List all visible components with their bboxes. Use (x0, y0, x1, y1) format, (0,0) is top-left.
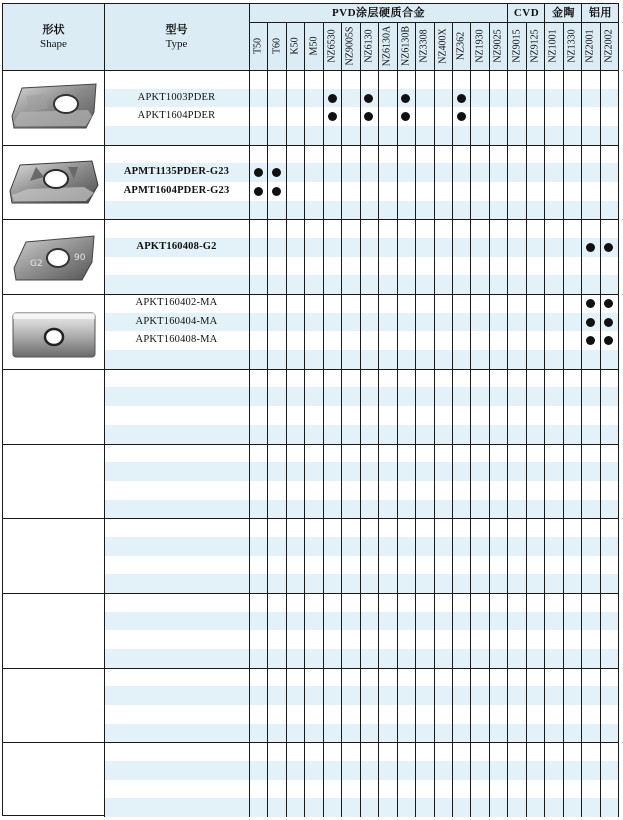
grade-label: NZ9015 (511, 29, 523, 63)
grade-header-t50 (249, 22, 267, 70)
row-stripe (104, 425, 618, 444)
grade-label: T60 (271, 37, 283, 55)
grade-header-nz1930 (470, 22, 488, 70)
col-divider (286, 22, 287, 817)
availability-dot (604, 336, 613, 345)
availability-dot (457, 112, 466, 121)
grade-header-nz1330 (563, 22, 581, 70)
grade-header-nz9015 (507, 22, 525, 70)
availability-dot (254, 187, 263, 196)
section-divider (3, 145, 618, 146)
model-cell: APKT160402-MA (135, 297, 218, 309)
grade-label: NZ3308 (418, 29, 430, 63)
availability-dot (586, 318, 595, 327)
model-cell: APKT160404-MA (135, 315, 218, 327)
section-divider (3, 444, 618, 445)
shape-header-en: Shape (40, 38, 67, 50)
grade-header-nz362 (452, 22, 470, 70)
type-header (104, 23, 249, 51)
grade-label: NZ9025 (492, 29, 504, 63)
type-header-en: Type (165, 38, 188, 50)
grade-header-nz9025 (489, 22, 507, 70)
availability-dot (328, 112, 337, 121)
grade-label: NZ2001 (584, 29, 596, 63)
grade-header-m50 (304, 22, 322, 70)
col-divider (489, 22, 490, 817)
grade-label: NZ1930 (474, 29, 486, 63)
col-divider (600, 22, 601, 817)
availability-dot (364, 94, 373, 103)
row-stripe (104, 574, 618, 593)
apkt-pder-insert-image (8, 82, 100, 132)
availability-dot (457, 94, 466, 103)
section-divider (3, 294, 618, 295)
svg-text:90: 90 (74, 253, 86, 263)
group-aluminum: 铝用 (589, 7, 612, 19)
row-stripe (104, 275, 618, 294)
apmt-g23-insert-image (8, 157, 100, 207)
col-divider (434, 22, 435, 817)
section-divider (3, 518, 618, 519)
row-stripe (104, 462, 618, 481)
grade-header-nz6530 (323, 22, 341, 70)
grade-label: NZ1330 (566, 29, 578, 63)
grade-header-nz3308 (415, 22, 433, 70)
availability-dot (364, 112, 373, 121)
section-divider (3, 742, 618, 743)
grade-label: NZ6130A (381, 25, 393, 67)
availability-dot (401, 94, 410, 103)
grade-label: NZ1001 (547, 29, 559, 63)
grade-label: NZ6130B (400, 26, 412, 66)
col-divider (304, 22, 305, 817)
grade-header-nz2001 (581, 22, 599, 70)
group-divider (249, 22, 618, 23)
section-divider (3, 219, 618, 220)
grade-header-nz400x (434, 22, 452, 70)
col-divider (323, 22, 324, 817)
grade-header-nz6130a (378, 22, 396, 70)
col-divider (581, 4, 582, 817)
availability-dot (254, 168, 263, 177)
grade-header-nz6130b (397, 22, 415, 70)
col-divider (378, 22, 379, 817)
row-stripe (104, 686, 618, 705)
grade-label: NZ400X (437, 28, 449, 64)
shape-header (3, 23, 104, 51)
grade-label: NZ9125 (529, 29, 541, 63)
model-cell: APKT1604PDER (137, 110, 216, 122)
col-divider (526, 22, 527, 817)
group-pvd: PVD涂层硬质合金 (331, 7, 426, 19)
group-cermet: 金陶 (552, 7, 575, 19)
availability-dot (586, 243, 595, 252)
shape-header-cn: 形状 (42, 24, 65, 36)
row-stripe (104, 649, 618, 668)
row-stripe (104, 350, 618, 369)
col-divider (452, 22, 453, 817)
model-cell: APMT1135PDER-G23 (123, 166, 230, 178)
svg-text:G2: G2 (30, 259, 43, 269)
availability-dot (604, 299, 613, 308)
grade-table (2, 3, 619, 816)
model-cell: APMT1604PDER-G23 (123, 185, 230, 197)
grade-label: K50 (289, 37, 301, 55)
grade-label: NZ2002 (603, 29, 615, 63)
row-stripe (104, 126, 618, 145)
col-divider (249, 4, 250, 817)
col-divider (470, 22, 471, 817)
availability-dot (586, 299, 595, 308)
row-stripe (104, 761, 618, 780)
row-stripe (104, 201, 618, 220)
header-divider (3, 70, 618, 71)
grade-header-t60 (267, 22, 285, 70)
group-cvd: CVD (513, 7, 540, 19)
model-cell: APKT160408-MA (135, 334, 218, 346)
grade-header-nz9005s (341, 22, 359, 70)
grade-label: NZ362 (455, 31, 467, 61)
row-stripe (104, 798, 618, 817)
col-divider (415, 22, 416, 817)
col-divider (544, 4, 545, 817)
row-stripe (104, 612, 618, 631)
col-divider (507, 4, 508, 817)
availability-dot (604, 318, 613, 327)
availability-dot (586, 336, 595, 345)
col-divider (267, 22, 268, 817)
section-divider (3, 668, 618, 669)
grade-header-k50 (286, 22, 304, 70)
row-stripe (104, 500, 618, 519)
grade-label: NZ6530 (326, 29, 338, 63)
grade-label: M50 (308, 36, 320, 56)
section-divider (3, 593, 618, 594)
availability-dot (401, 112, 410, 121)
type-header-cn: 型号 (165, 24, 188, 36)
availability-dot (272, 187, 281, 196)
row-stripe (104, 537, 618, 556)
col-divider (618, 4, 619, 817)
availability-dot (328, 94, 337, 103)
grade-label: NZ6130 (363, 29, 375, 63)
section-divider (3, 369, 618, 370)
grade-header-nz6130 (360, 22, 378, 70)
row-stripe (104, 724, 618, 743)
row-stripe (104, 387, 618, 406)
grade-label: T50 (252, 37, 264, 55)
grade-label: NZ9005S (344, 26, 356, 66)
grade-header-nz2002 (600, 22, 618, 70)
model-cell: APKT1003PDER (137, 91, 216, 103)
apkt-g2-insert-image (8, 232, 100, 282)
col-divider (341, 22, 342, 817)
apkt-ma-insert-image (11, 309, 97, 359)
model-cell: APKT160408-G2 (136, 241, 217, 253)
col-divider (397, 22, 398, 817)
grade-header-nz9125 (526, 22, 544, 70)
grade-header-nz1001 (544, 22, 562, 70)
col-divider (563, 22, 564, 817)
col-divider (360, 22, 361, 817)
